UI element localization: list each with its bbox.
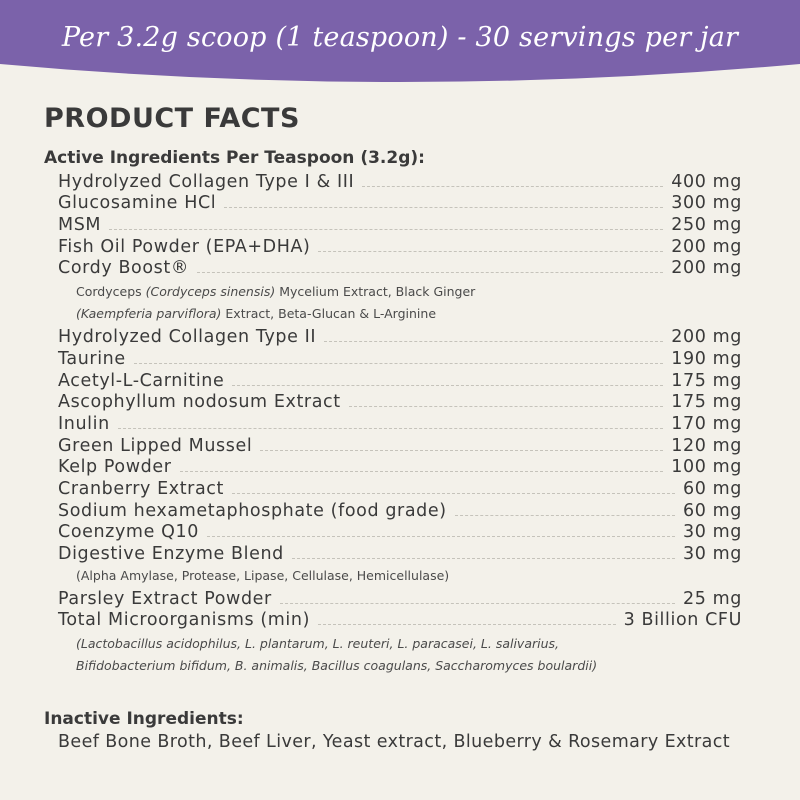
- ingredient-row: [58, 477, 742, 499]
- ingredient-name: Hydrolyzed Collagen Type I & III: [58, 171, 355, 192]
- inactive-ingredients: Beef Bone Broth, Beef Liver, Yeast extract, Blueberry & Rosemary Extract: [58, 732, 731, 752]
- ingredient-name: Acetyl-L-Carnitine: [58, 370, 225, 391]
- ingredient-amount: 175 mg: [671, 392, 742, 413]
- ingredient-name: Inulin: [58, 413, 110, 434]
- leader-dots: [224, 206, 663, 208]
- ingredient-amount: 200 mg: [671, 327, 742, 348]
- ingredient-amount: 120 mg: [671, 435, 742, 456]
- leader-dots: [232, 492, 675, 494]
- ingredient-amount: 100 mg: [671, 457, 742, 478]
- ingredient-name: Taurine: [58, 348, 126, 369]
- leader-dots: [318, 623, 616, 625]
- ingredient-name: Green Lipped Mussel: [58, 435, 253, 456]
- ingredient-amount: 60 mg: [683, 478, 742, 499]
- ingredient-name: Cranberry Extract: [58, 478, 224, 499]
- leader-dots: [197, 271, 663, 273]
- ingredient-row: [58, 213, 742, 235]
- cordy-boost-note-line1: Cordyceps (Cordyceps sinensis) Mycelium Extract, Black Ginger: [76, 284, 476, 300]
- ingredient-row: [58, 521, 742, 543]
- ingredient-row: [58, 434, 742, 456]
- ingredient-row: [58, 235, 742, 257]
- leader-dots: [180, 470, 664, 472]
- ingredient-row: [58, 499, 742, 521]
- ingredient-name: Hydrolyzed Collagen Type II: [58, 327, 317, 348]
- ingredient-amount: 250 mg: [671, 215, 742, 236]
- ingredient-row: [58, 587, 742, 609]
- ingredient-name: Sodium hexametaphosphate (food grade): [58, 500, 447, 521]
- ingredient-amount: 25 mg: [683, 588, 742, 609]
- header-banner: [0, 0, 800, 86]
- ingredient-row: [58, 369, 742, 391]
- ingredient-name: Total Microorganisms (min): [58, 610, 311, 631]
- microorganisms-note-line1: (Lactobacillus acidophilus, L. plantarum, L. reuteri, L. paracasei, L. salivarius,: [76, 636, 560, 652]
- ingredient-name: Digestive Enzyme Blend: [58, 544, 284, 564]
- page-title: PRODUCT FACTS: [44, 103, 300, 134]
- ingredient-name: Kelp Powder: [58, 457, 172, 478]
- ingredient-amount: 170 mg: [671, 413, 742, 434]
- cordy-boost-note-line2: (Kaempferia parviflora) Extract, Beta-Glucan & L-Arginine: [76, 306, 437, 322]
- ingredient-row: [58, 412, 742, 434]
- ingredient-row: [58, 456, 742, 478]
- leader-dots: [260, 449, 663, 451]
- leader-dots: [134, 362, 664, 364]
- leader-dots: [292, 557, 675, 559]
- ingredient-amount: 3 Billion CFU: [623, 610, 742, 631]
- ingredient-amount: 400 mg: [671, 171, 742, 192]
- enzyme-blend-note: (Alpha Amylase, Protease, Lipase, Cellulase, Hemicellulase): [76, 568, 450, 583]
- inactive-heading: Inactive Ingredients:: [44, 709, 244, 729]
- ingredient-row: [58, 609, 742, 631]
- ingredient-row: [58, 391, 742, 413]
- ingredient-row: [58, 325, 742, 347]
- leader-dots: [318, 250, 663, 252]
- leader-dots: [232, 384, 663, 386]
- ingredient-amount: 30 mg: [683, 522, 742, 543]
- ingredient-row: [58, 257, 742, 279]
- ingredient-name: Fish Oil Powder (EPA+DHA): [58, 236, 311, 257]
- ingredient-amount: 200 mg: [671, 258, 742, 279]
- ingredient-name: Parsley Extract Powder: [58, 588, 272, 609]
- ingredient-amount: 60 mg: [683, 500, 742, 521]
- ingredient-name: Cordy Boost®: [58, 258, 189, 279]
- leader-dots: [109, 228, 663, 230]
- leader-dots: [349, 405, 664, 407]
- ingredient-amount: 200 mg: [671, 236, 742, 257]
- leader-dots: [207, 535, 675, 537]
- ingredient-name: Coenzyme Q10: [58, 522, 199, 543]
- ingredient-amount: 175 mg: [671, 370, 742, 391]
- serving-info: Per 3.2g scoop (1 teaspoon) - 30 servings per jar: [61, 22, 739, 53]
- ingredient-amount: 30 mg: [683, 544, 742, 564]
- ingredient-row: [58, 542, 742, 564]
- ingredient-row: [58, 192, 742, 214]
- ingredient-name: Ascophyllum nodosum Extract: [58, 392, 341, 413]
- ingredient-name: MSM: [58, 215, 102, 236]
- leader-dots: [324, 340, 663, 342]
- leader-dots: [280, 602, 675, 604]
- leader-dots: [118, 427, 664, 429]
- ingredient-row: [58, 170, 742, 192]
- ingredient-name: Glucosamine HCl: [58, 193, 217, 214]
- ingredient-amount: 190 mg: [671, 348, 742, 369]
- leader-dots: [455, 514, 675, 516]
- ingredient-list: [58, 170, 742, 677]
- ingredient-amount: 300 mg: [671, 193, 742, 214]
- leader-dots: [362, 185, 663, 187]
- active-heading: Active Ingredients Per Teaspoon (3.2g):: [44, 148, 425, 168]
- ingredient-row: [58, 347, 742, 369]
- microorganisms-note-line2: Bifidobacterium bifidum, B. animalis, Bacillus coagulans, Saccharomyces boulardii): [76, 658, 598, 674]
